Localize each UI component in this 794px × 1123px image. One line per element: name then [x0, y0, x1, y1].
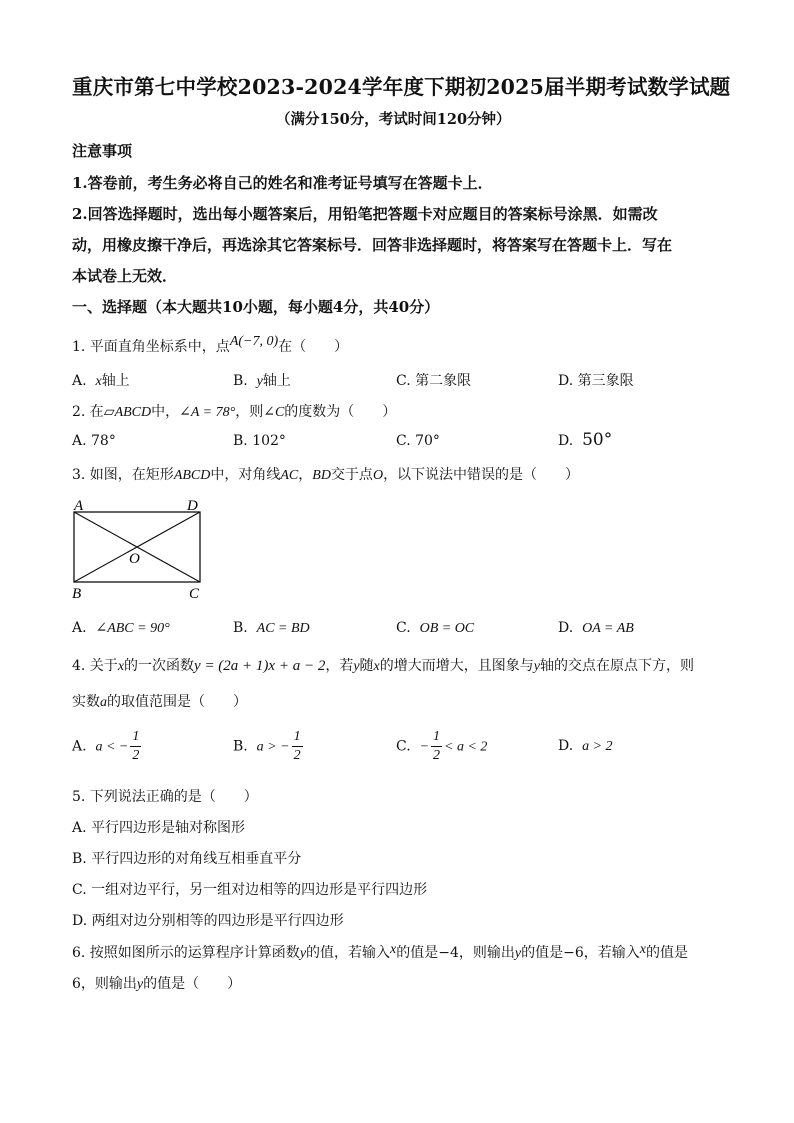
q3-ac: AC [280, 468, 299, 483]
q6-line1-c: 的值是−4，则输出 [396, 945, 515, 961]
q6-line1-b: 的值，若输入 [306, 945, 391, 961]
q6-x: x [390, 942, 397, 957]
q2-parallelogram: ▱ABCD [103, 405, 152, 420]
q4-option-a-letter: A. [72, 738, 87, 755]
q4-option-d-letter: D. [558, 738, 574, 754]
q4-option-b-left: a > − [256, 739, 290, 755]
page-subtitle: （满分150分，考试时间120分钟） [276, 111, 511, 128]
question-3-stem [72, 464, 579, 484]
q1-option-b-text: 轴上 [262, 373, 291, 389]
q1-option-d[interactable] [558, 370, 634, 390]
q4-mid: 的一次函数 [124, 658, 195, 674]
q3-comma: ， [298, 467, 313, 483]
q3-option-a-letter: A. [72, 620, 87, 636]
section-heading: 一、选择题（本大题共10小题，每小题4分，共40分） [72, 298, 440, 316]
q3-option-c[interactable] [396, 620, 474, 637]
q4-x: x [117, 659, 125, 674]
q3-mid: 中，对角线 [210, 467, 281, 483]
q1-prefix: 1. 平面直角坐标系中，点 [72, 339, 230, 355]
rectangle-figure [66, 494, 216, 604]
q3-suffix: ，以下说法中错误的是（ ） [383, 467, 580, 483]
q1-option-c-letter: C. [396, 373, 411, 389]
q4-option-b-letter: B. [233, 738, 248, 755]
q2-option-d[interactable] [558, 430, 612, 450]
question-2-stem [72, 401, 396, 421]
q4-a: a [100, 695, 107, 710]
q1-option-a-text: 轴上 [101, 373, 130, 389]
q2-option-b[interactable]: B. 102° [233, 433, 286, 449]
q4-option-c-den: 2 [433, 748, 441, 763]
q2-option-a[interactable]: A. 78° [72, 433, 116, 449]
q6-y2: y [514, 946, 522, 961]
q4-suffix: 轴的交点在原点下方，则 [539, 658, 694, 674]
q4-option-d[interactable] [558, 738, 613, 755]
q3-option-d-expr: OA = AB [582, 621, 634, 636]
label-b: B [72, 586, 82, 602]
q4-mid2: ，若 [325, 658, 354, 674]
q3-option-c-letter: C. [396, 620, 411, 636]
q1-option-d-letter: D. [558, 373, 574, 389]
q2-mid: 中， [151, 404, 180, 420]
q6-y3: y [136, 977, 144, 992]
q1-point: A(−7, 0) [229, 334, 279, 349]
q5-option-d[interactable]: D. 两组对边分别相等的四边形是平行四边形 [72, 913, 344, 929]
q4-y2: y [533, 659, 540, 674]
q3-option-b-letter: B. [233, 620, 248, 636]
q2-option-c[interactable]: C. 70° [396, 433, 440, 449]
q4-option-b-den: 2 [293, 748, 301, 763]
label-o: O [129, 551, 140, 567]
q3-o: O [372, 468, 384, 483]
q6-line1-d: 的值是−6，若输入 [521, 945, 640, 961]
q1-option-c[interactable] [396, 370, 471, 390]
q4-mid3: 随 [359, 658, 374, 674]
label-c: C [189, 586, 200, 602]
q6-line1-e: 的值是 [645, 945, 688, 961]
q1-option-d-text: 第三象限 [577, 373, 634, 389]
q1-option-b-letter: B. [233, 373, 248, 389]
q4-option-b[interactable] [233, 728, 305, 765]
q4-function: y = (2a + 1)x + a − 2 [194, 658, 326, 674]
label-a: A [74, 498, 84, 514]
q4-option-d-expr: a > 2 [582, 739, 613, 754]
q1-option-a-var: x [95, 374, 102, 389]
question-5-stem: 5. 下列说法正确的是（ ） [72, 789, 258, 805]
q1-option-b-var: y [256, 374, 263, 389]
q3-option-d-letter: D. [558, 620, 574, 636]
q4-option-a[interactable] [72, 728, 143, 765]
q3-option-d[interactable] [558, 620, 634, 637]
q2-suffix: 的度数为（ ） [284, 404, 397, 420]
q3-option-b-expr: AC = BD [256, 621, 310, 636]
question-6-stem-line-1 [72, 942, 688, 962]
q6-x2: x [639, 942, 646, 957]
q5-option-a[interactable]: A. 平行四边形是轴对称图形 [72, 820, 246, 836]
q3-option-a[interactable] [72, 620, 170, 637]
question-1-stem [72, 336, 348, 356]
q6-line2-a: 6，则输出 [72, 976, 137, 992]
q1-option-b[interactable] [233, 370, 291, 390]
q4-prefix: 4. 关于 [72, 658, 118, 674]
notes-item-1: 1.答卷前，考生务必将自己的姓名和准考证号填写在答题卡上． [72, 174, 493, 192]
q4-option-a-left: a < − [95, 739, 129, 755]
q1-suffix: 在（ ） [278, 339, 349, 355]
q1-option-a-letter: A. [72, 373, 87, 389]
q4-option-a-den: 2 [132, 748, 140, 763]
q2-prefix: 2. 在 [72, 404, 104, 420]
q3-prefix: 3. 如图，在矩形 [72, 467, 174, 483]
q6-line2-b: 的值是（ ） [143, 976, 242, 992]
q2-option-d-value: 50° [582, 430, 613, 450]
q3-option-a-expr: ∠ABC = 90° [95, 621, 170, 636]
q4-line2-suffix: 的取值范围是（ ） [107, 694, 247, 710]
notes-heading: 注意事项 [72, 142, 133, 160]
notes-item-2-line-3: 本试卷上无效． [72, 267, 178, 285]
q4-option-a-num: 1 [130, 728, 141, 747]
question-4-stem-line-1 [72, 655, 694, 675]
q4-x2: x [373, 659, 380, 674]
q1-option-a[interactable] [72, 370, 130, 390]
q5-option-b[interactable]: B. 平行四边形的对角线互相垂直平分 [72, 851, 302, 867]
q4-mid4: 的增大而增大，且图象与 [379, 658, 534, 674]
q3-option-b[interactable] [233, 620, 310, 637]
q4-line2-prefix: 实数 [72, 694, 100, 710]
q3-bd: BD [312, 468, 331, 483]
q6-line1-a: 6. 按照如图所示的运算程序计算函数 [72, 945, 300, 961]
q3-option-c-expr: OB = OC [419, 621, 475, 636]
q4-y: y [353, 659, 360, 674]
page-title: 重庆市第七中学校2023-2024学年度下期初2025届半期考试数学试题 [72, 75, 731, 99]
q4-option-c-num: 1 [431, 728, 442, 747]
q6-y: y [299, 946, 307, 961]
q4-option-a-fraction [130, 728, 141, 765]
notes-item-2-line-2: 动，用橡皮擦干净后，再选涂其它答案标号．回答非选择题时，将答案写在答题卡上．写在 [72, 236, 673, 254]
q2-angle-c: ∠C [263, 405, 285, 420]
q2-condition: ∠A = 78° [179, 405, 236, 420]
q1-option-c-text: 第二象限 [415, 373, 472, 389]
q4-option-c-left: − [419, 739, 430, 755]
label-d: D [187, 498, 198, 514]
q4-option-c-right: < a < 2 [444, 739, 488, 755]
notes-item-2-line-1: 2.回答选择题时，选出每小题答案后，用铅笔把答题卡对应题目的答案标号涂黑．如需改 [72, 205, 658, 223]
question-6-stem-line-2 [72, 973, 241, 993]
q3-mid2: 交于点 [330, 467, 373, 483]
question-4-stem-line-2 [72, 691, 247, 711]
q4-option-c-letter: C. [396, 738, 411, 755]
q5-option-c[interactable]: C. 一组对边平行，另一组对边相等的四边形是平行四边形 [72, 882, 428, 898]
q4-option-b-fraction [292, 728, 303, 765]
q3-rect: ABCD [173, 468, 211, 483]
q4-option-c[interactable] [396, 728, 487, 765]
q2-option-d-letter: D. [558, 433, 574, 449]
q4-option-c-fraction [431, 728, 442, 765]
q2-mid2: ，则 [235, 404, 264, 420]
q4-option-b-num: 1 [292, 728, 303, 747]
